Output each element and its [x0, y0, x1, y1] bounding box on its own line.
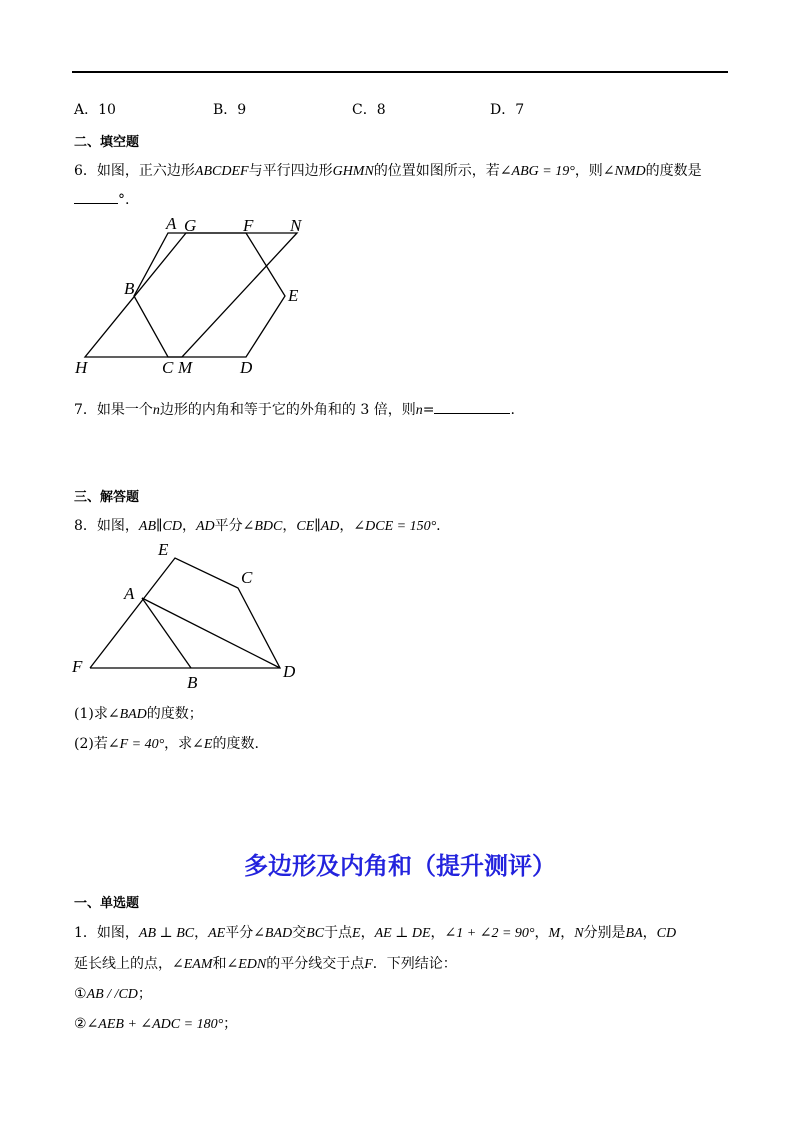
fig1-label-h: H [75, 358, 88, 377]
q1-t1: 平分 [225, 925, 254, 941]
fig2-label-e: E [158, 540, 169, 559]
q1-item1-num: ① [74, 986, 87, 1002]
q1-c4: BC [306, 926, 325, 941]
q1-item2-end: ； [223, 1016, 238, 1032]
q8-cond3: ∠BDC [242, 519, 283, 534]
q1-c6: AE ⊥ DE [374, 926, 431, 941]
q6-text-a: 如图，正六边形 [96, 163, 195, 179]
section-heading-answer: 三、解答题 [74, 490, 140, 505]
q6-given: ∠ABG = 19° [499, 164, 575, 179]
question-8 [74, 515, 441, 535]
q8-text-b: 平分 [214, 518, 243, 534]
q1-c7: ∠1 + ∠2 = 90° [444, 926, 535, 941]
q1-t3: 于点 [324, 925, 353, 941]
top-rule [72, 71, 728, 73]
q1-number: 1． [74, 925, 97, 941]
q1-c9: N [574, 926, 584, 941]
q8-cond1: AB∥CD [138, 519, 182, 534]
q6-target: ∠NMD [602, 164, 646, 179]
q6-hexagon: ABCDEF [194, 164, 249, 179]
fig2-label-d: D [283, 662, 296, 681]
q8-sep2: ， [282, 518, 297, 534]
option-a: A．10 [74, 102, 116, 118]
q6-text-e: 的度数是 [645, 163, 702, 179]
q1-line2-c: 和 [212, 956, 227, 972]
q1-s5: ， [560, 925, 575, 941]
q8-end: . [436, 518, 441, 534]
q1-item1: AB / /CD [86, 987, 138, 1002]
fig2-label-b: B [187, 673, 198, 692]
q7-var: n [152, 403, 160, 418]
fig1-label-b: B [124, 279, 135, 298]
q1-text-a: 如图， [96, 925, 139, 941]
segment-ad [142, 598, 280, 668]
q1-line2-b: ∠EAM [172, 957, 213, 972]
q1-line2-f: F [364, 957, 373, 972]
fig1-label-n: N [290, 216, 302, 235]
option-b: B．9 [213, 102, 247, 118]
q1-line2-g: ．下列结论： [372, 956, 457, 972]
q7-eq: = [422, 402, 435, 418]
q8-text-a: 如图， [96, 518, 139, 534]
fig1-label-a: A [166, 214, 177, 233]
q6-text-c: 的位置如图所示，若 [373, 163, 500, 179]
q7-var2: n [415, 403, 423, 418]
q1-s3: ， [430, 925, 445, 941]
q7-number: 7． [74, 402, 97, 418]
q1-item-1 [74, 983, 152, 1003]
q8-sub2-c: ，求 [164, 736, 193, 752]
q1-s4: ， [534, 925, 549, 941]
q7-text-a: 如果一个 [96, 402, 153, 418]
q1-line-2 [74, 953, 457, 973]
q1-item1-end: ； [137, 986, 152, 1002]
q1-c10: BA [625, 926, 643, 941]
fig1-label-g: G [184, 216, 197, 235]
q1-line2-a: 延长线上的点， [74, 956, 172, 972]
fig1-label-d: D [240, 358, 253, 377]
fig1-label-c: C [162, 358, 174, 377]
option-c: C．8 [352, 102, 386, 118]
q7-blank[interactable] [434, 399, 510, 414]
q1-t4: 分别是 [583, 925, 626, 941]
figure-hexagon-parallelogram [70, 210, 330, 385]
figure-quadrilateral [65, 535, 310, 695]
q7-text-b: 边形的内角和等于它的外角和的 3 倍，则 [159, 402, 416, 418]
q1-c2: AE [208, 926, 226, 941]
q7-suffix: . [510, 402, 515, 418]
section-heading-single: 一、单选题 [74, 896, 140, 911]
q1-item-2 [74, 1013, 237, 1033]
q6-text-d: ，则 [574, 163, 603, 179]
q8-sub2-b: ∠F = 40° [107, 737, 165, 752]
q8-sub1-a: (1)求 [74, 706, 108, 722]
q1-s6: ， [642, 925, 657, 941]
q8-cond4: CE∥AD [296, 519, 340, 534]
fig2-label-a: A [124, 584, 135, 603]
section-heading-fill: 二、填空题 [74, 135, 140, 150]
q1-s2: ， [360, 925, 375, 941]
q6-number: 6． [74, 163, 97, 179]
q6-parallelogram: GHMN [332, 164, 374, 179]
q6-suffix: °. [118, 192, 130, 208]
question-1 [74, 922, 676, 942]
section-title: 多边形及内角和（提升测评） [244, 852, 556, 880]
q1-item2: ∠AEB + ∠ADC = 180° [86, 1017, 224, 1032]
q8-sep1: ， [181, 518, 196, 534]
q1-c1: AB ⊥ BC [138, 926, 195, 941]
q8-cond2: AD [195, 519, 215, 534]
q1-t2: 交 [292, 925, 307, 941]
q8-cond5: ∠DCE = 150° [353, 519, 437, 534]
q8-sub2-d: ∠E [192, 737, 213, 752]
question-7 [74, 399, 515, 419]
fig1-label-m: M [178, 358, 193, 377]
q6-blank[interactable] [74, 189, 118, 204]
q1-c8: M [548, 926, 561, 941]
q1-item2-num: ② [74, 1016, 87, 1032]
q8-number: 8． [74, 518, 97, 534]
q6-text-b: 与平行四边形 [248, 163, 333, 179]
parallelogram-ghmn [85, 233, 297, 357]
fig2-label-f: F [72, 657, 83, 676]
q8-subquestion-2 [74, 733, 259, 753]
q1-c11: CD [656, 926, 677, 941]
q8-sub1-c: 的度数； [146, 706, 203, 722]
fig1-label-f: F [243, 216, 254, 235]
q8-sub1-b: ∠BAD [107, 707, 147, 722]
q8-sep3: ， [339, 518, 354, 534]
q1-line2-e: 的平分线交于点 [266, 956, 365, 972]
q1-line2-d: ∠EDN [226, 957, 267, 972]
option-d: D．7 [490, 102, 525, 118]
q1-s1: ， [194, 925, 209, 941]
segment-ab [142, 598, 191, 668]
q8-subquestion-1 [74, 703, 203, 723]
q1-c5: E [352, 926, 361, 941]
fig2-label-c: C [241, 568, 253, 587]
q8-sub2-e: 的度数. [212, 736, 259, 752]
question-6 [74, 160, 702, 180]
q6-answer-line [74, 189, 129, 208]
hexagon-abcdef [134, 233, 285, 357]
q8-sub2-a: (2)若 [74, 736, 108, 752]
fig1-label-e: E [288, 286, 299, 305]
q1-c3: ∠BAD [253, 926, 293, 941]
